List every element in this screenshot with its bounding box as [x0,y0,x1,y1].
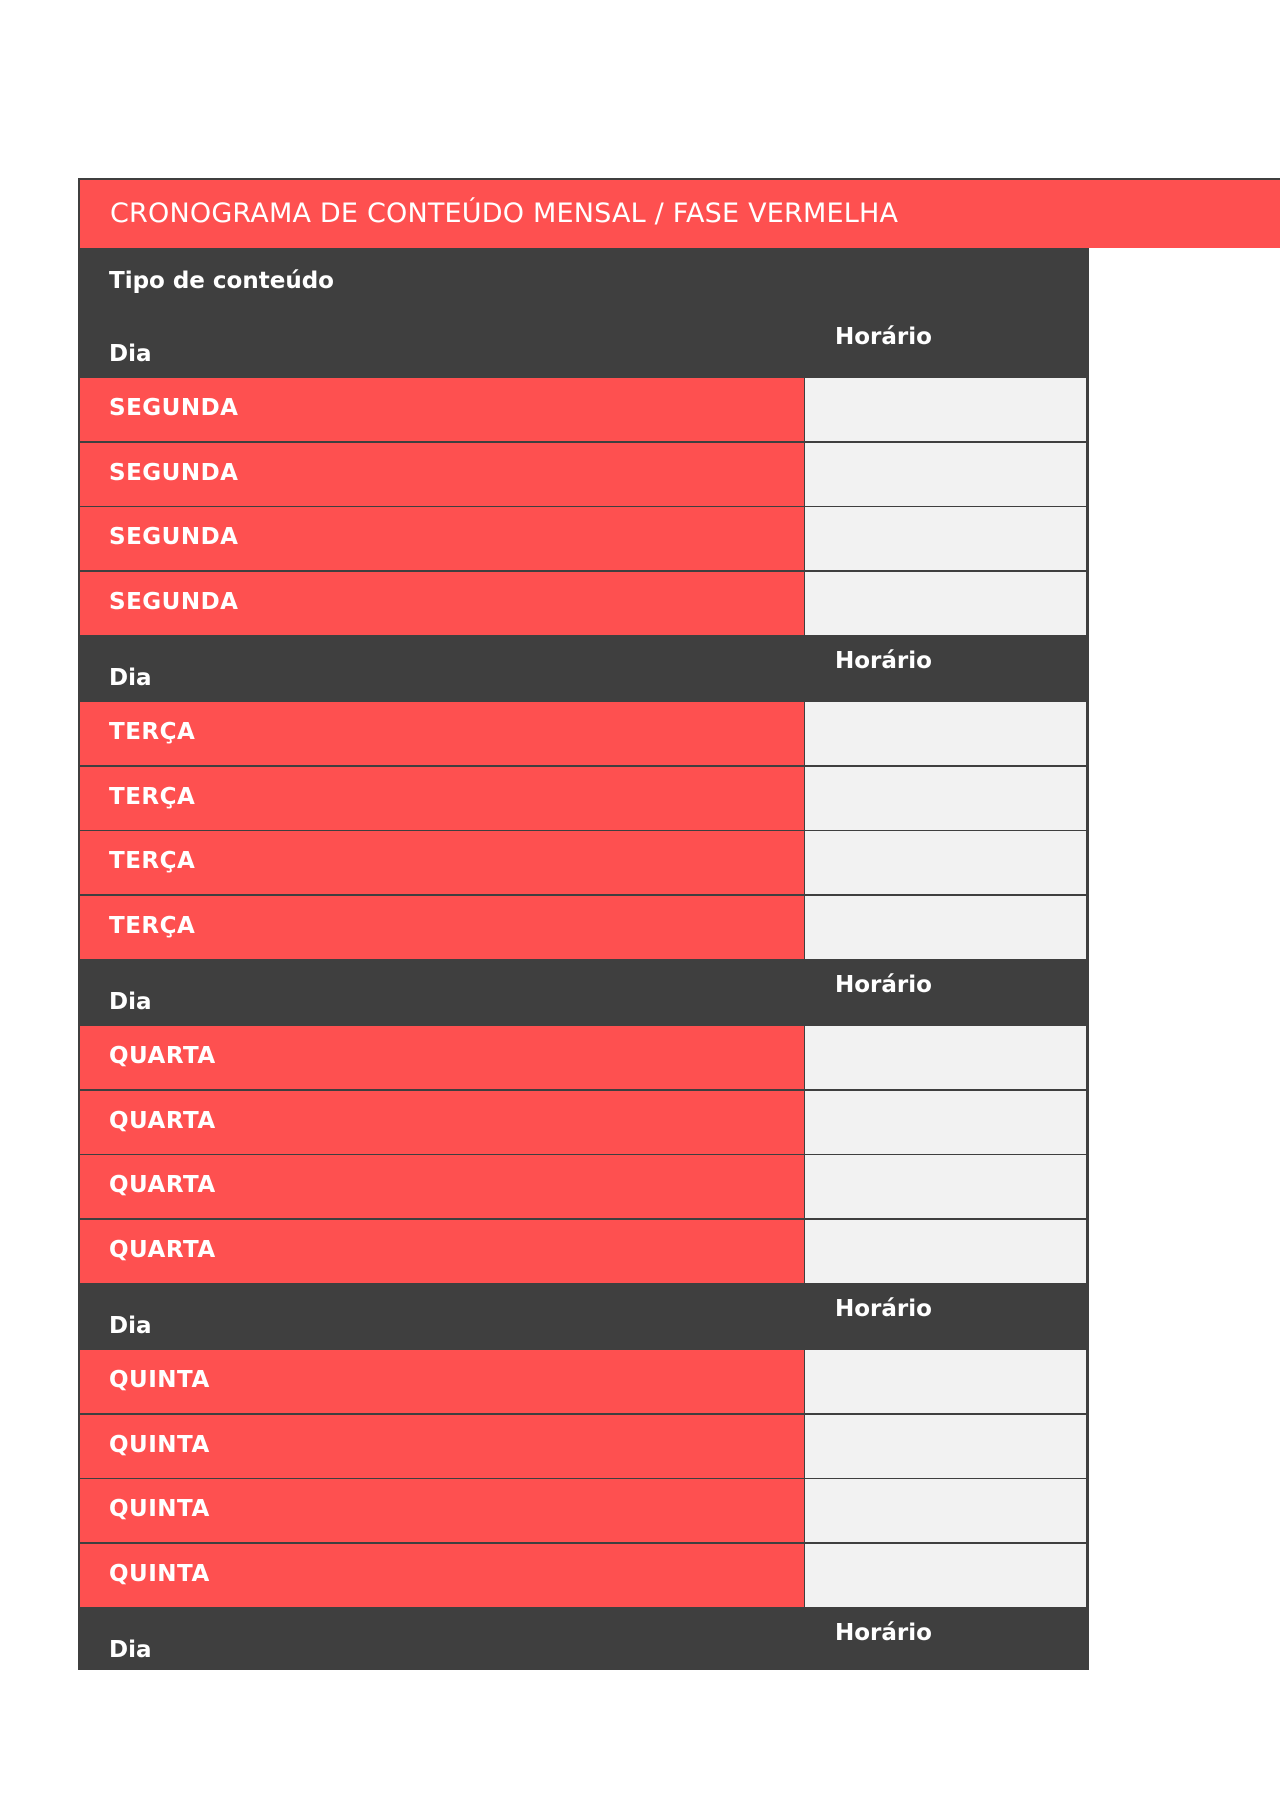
day-cell [80,572,804,635]
day-cell [80,831,804,894]
content-type-label: Tipo de conteúdo [109,268,334,294]
day-cell [80,1091,804,1154]
time-header: Horário [835,324,932,350]
day-label: QUINTA [109,1560,210,1587]
time-cell[interactable] [805,378,1086,441]
day-cell [80,1350,804,1413]
table-row [78,896,1089,961]
day-label: QUARTA [109,1107,216,1134]
day-header: Dia [109,1637,152,1663]
table-row [78,702,1089,767]
group-header [78,960,1089,1026]
time-cell[interactable] [805,896,1086,959]
time-cell[interactable] [805,1220,1086,1283]
time-cell[interactable] [805,1026,1086,1089]
day-label: SEGUNDA [109,459,239,486]
time-cell[interactable] [805,1479,1086,1542]
page-title: CRONOGRAMA DE CONTEÚDO MENSAL / FASE VERMELHA [110,198,899,229]
day-cell [80,896,804,959]
table-row [78,1220,1089,1285]
day-cell [80,1220,804,1283]
day-label: TERÇA [109,912,196,939]
day-label: TERÇA [109,719,196,745]
time-cell[interactable] [805,1091,1086,1154]
time-cell[interactable] [805,1155,1086,1218]
group-header [78,1284,1089,1350]
day-cell [80,507,804,570]
group-header [78,636,1089,702]
time-header: Horário [835,972,932,998]
title-bar [78,178,1280,248]
table-row [78,443,1089,508]
table-row [78,507,1089,572]
day-cell [80,1479,804,1542]
table-row [78,378,1089,443]
table-row [78,831,1089,896]
day-cell [80,767,804,830]
time-cell[interactable] [805,702,1086,765]
day-label: QUINTA [109,1496,210,1522]
table-row [78,1415,1089,1480]
day-header: Dia [109,665,152,691]
day-header: Dia [109,989,152,1015]
day-label: SEGUNDA [109,524,239,550]
day-label: SEGUNDA [109,588,239,615]
time-header: Horário [835,648,932,674]
day-cell [80,1415,804,1478]
day-label: TERÇA [109,783,196,810]
time-header: Horário [835,1296,932,1322]
day-label: TERÇA [109,848,196,874]
time-cell[interactable] [805,831,1086,894]
time-cell[interactable] [805,767,1086,830]
day-label: QUARTA [109,1043,216,1069]
day-cell [80,702,804,765]
time-cell[interactable] [805,1544,1086,1607]
time-header: Horário [835,1620,932,1646]
group-header [78,1608,1089,1674]
group-next [78,1608,1089,1674]
group-quinta [78,1284,1089,1608]
day-label: QUARTA [109,1172,216,1198]
time-cell[interactable] [805,1350,1086,1413]
time-cell[interactable] [805,443,1086,506]
content-type-row [78,248,1089,312]
group-segunda [78,312,1089,636]
day-cell [80,378,804,441]
table-row [78,1155,1089,1220]
day-cell [80,443,804,506]
time-cell[interactable] [805,1415,1086,1478]
day-label: QUINTA [109,1431,210,1458]
day-label: QUINTA [109,1367,210,1393]
day-header: Dia [109,1313,152,1339]
time-cell[interactable] [805,507,1086,570]
time-cell[interactable] [805,572,1086,635]
table-row [78,1479,1089,1544]
day-cell [80,1155,804,1218]
table-row [78,1350,1089,1415]
table-row [78,572,1089,637]
schedule-table [78,248,1089,1670]
group-header [78,312,1089,378]
day-label: SEGUNDA [109,395,239,421]
group-terca [78,636,1089,960]
table-row [78,767,1089,832]
day-header: Dia [109,341,152,367]
table-row [78,1026,1089,1091]
day-cell [80,1544,804,1607]
table-row [78,1091,1089,1156]
day-label: QUARTA [109,1236,216,1263]
group-quarta [78,960,1089,1284]
table-row [78,1544,1089,1609]
day-cell [80,1026,804,1089]
